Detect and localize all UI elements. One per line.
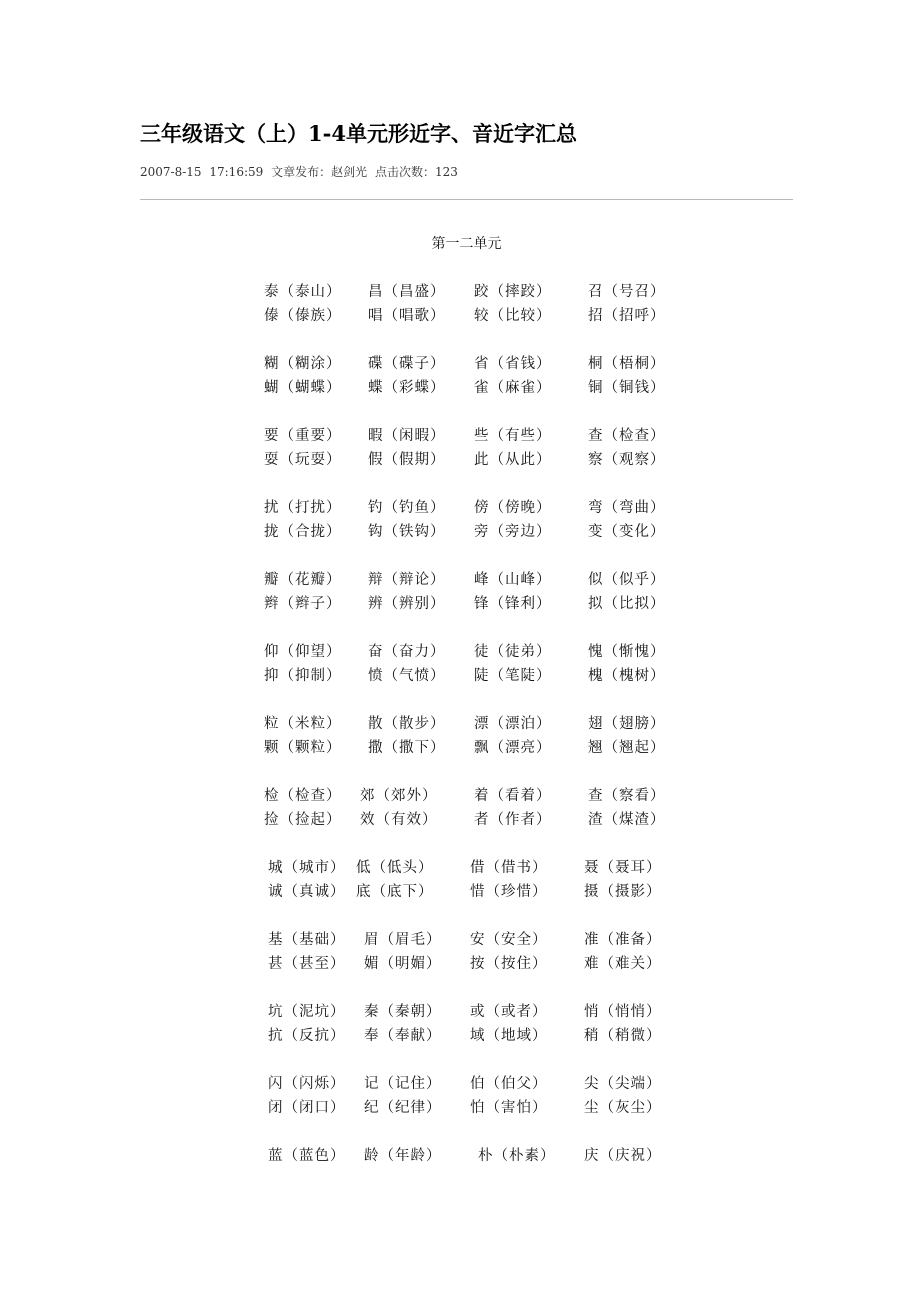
- word-row: [0, 1072, 920, 1096]
- word-group: [0, 712, 920, 784]
- word-entry: 准（准备）: [584, 932, 662, 948]
- word-entry: 瓣（花瓣）: [264, 572, 342, 588]
- word-row: [0, 1144, 920, 1168]
- word-entry: 查（检查）: [588, 428, 666, 444]
- word-entry: 钩（铁钩）: [368, 524, 446, 540]
- word-entry: 闭（闭口）: [268, 1100, 346, 1116]
- word-row: [0, 424, 920, 448]
- word-row: [0, 808, 920, 832]
- word-group: [0, 1000, 920, 1072]
- word-entry: 抗（反抗）: [268, 1028, 346, 1044]
- word-pair-list: [0, 280, 920, 1216]
- word-entry: 摄（摄影）: [584, 884, 662, 900]
- word-entry: 者（作者）: [474, 812, 552, 828]
- word-entry: 蓝（蓝色）: [268, 1148, 346, 1164]
- word-entry: 借（借书）: [470, 860, 548, 876]
- word-row: [0, 376, 920, 400]
- word-entry: 跤（摔跤）: [474, 284, 552, 300]
- word-group: [0, 784, 920, 856]
- word-entry: 诚（真诚）: [268, 884, 346, 900]
- word-entry: 捡（捡起）: [264, 812, 342, 828]
- word-row: [0, 520, 920, 544]
- word-row: [0, 1096, 920, 1120]
- word-entry: 此（从此）: [474, 452, 552, 468]
- word-entry: 变（变化）: [588, 524, 666, 540]
- word-entry: 招（招呼）: [588, 308, 666, 324]
- word-entry: 渣（煤渣）: [588, 812, 666, 828]
- word-entry: 察（观察）: [588, 452, 666, 468]
- word-entry: 愤（气愤）: [368, 668, 446, 684]
- word-entry: 着（看着）: [474, 788, 552, 804]
- word-entry: 记（记住）: [364, 1076, 442, 1092]
- word-entry: 暇（闲暇）: [368, 428, 446, 444]
- word-entry: 钓（钓鱼）: [368, 500, 446, 516]
- word-entry: 仰（仰望）: [264, 644, 342, 660]
- word-entry: 翘（翘起）: [588, 740, 666, 756]
- word-entry: 散（散步）: [368, 716, 446, 732]
- word-entry: 省（省钱）: [474, 356, 552, 372]
- word-entry: 拢（合拢）: [264, 524, 342, 540]
- word-entry: 聂（聂耳）: [584, 860, 662, 876]
- word-entry: 域（地域）: [470, 1028, 548, 1044]
- word-entry: 耍（玩耍）: [264, 452, 342, 468]
- word-row: [0, 856, 920, 880]
- article-meta: [140, 163, 458, 180]
- word-entry: 昌（昌盛）: [368, 284, 446, 300]
- word-row: [0, 1000, 920, 1024]
- word-entry: 蝴（蝴蝶）: [264, 380, 342, 396]
- word-entry: 甚（甚至）: [268, 956, 346, 972]
- word-entry: 槐（槐树）: [588, 668, 666, 684]
- word-entry: 傣（傣族）: [264, 308, 342, 324]
- word-row: [0, 568, 920, 592]
- word-row: [0, 352, 920, 376]
- word-entry: 粒（米粒）: [264, 716, 342, 732]
- word-entry: 似（似乎）: [588, 572, 666, 588]
- word-entry: 峰（山峰）: [474, 572, 552, 588]
- word-entry: 基（基础）: [268, 932, 346, 948]
- word-row: [0, 640, 920, 664]
- word-entry: 眉（眉毛）: [364, 932, 442, 948]
- word-row: [0, 280, 920, 304]
- word-entry: 辨（辨别）: [368, 596, 446, 612]
- word-entry: 拟（比拟）: [588, 596, 666, 612]
- word-group: [0, 1072, 920, 1144]
- word-entry: 桐（梧桐）: [588, 356, 666, 372]
- word-entry: 要（重要）: [264, 428, 342, 444]
- word-entry: 按（按住）: [470, 956, 548, 972]
- word-entry: 陡（笔陡）: [474, 668, 552, 684]
- word-row: [0, 664, 920, 688]
- word-group: [0, 496, 920, 568]
- word-entry: 奉（奉献）: [364, 1028, 442, 1044]
- word-group: [0, 280, 920, 352]
- word-group: [0, 856, 920, 928]
- word-row: [0, 712, 920, 736]
- word-row: [0, 880, 920, 904]
- word-entry: 龄（年龄）: [364, 1148, 442, 1164]
- word-entry: 召（号召）: [588, 284, 666, 300]
- hit-count: 点击次数：123: [374, 165, 458, 179]
- word-row: [0, 1024, 920, 1048]
- word-row: [0, 304, 920, 328]
- word-entry: 惜（珍惜）: [470, 884, 548, 900]
- word-entry: 抑（抑制）: [264, 668, 342, 684]
- word-entry: 怕（害怕）: [470, 1100, 548, 1116]
- word-entry: 些（有些）: [474, 428, 552, 444]
- word-entry: 糊（糊涂）: [264, 356, 342, 372]
- word-group: [0, 352, 920, 424]
- word-entry: 或（或者）: [470, 1004, 548, 1020]
- word-entry: 秦（秦朝）: [364, 1004, 442, 1020]
- word-entry: 坑（泥坑）: [268, 1004, 346, 1020]
- word-entry: 碟（碟子）: [368, 356, 446, 372]
- word-entry: 旁（旁边）: [474, 524, 552, 540]
- word-entry: 难（难关）: [584, 956, 662, 972]
- word-entry: 郊（郊外）: [360, 788, 438, 804]
- word-entry: 颗（颗粒）: [264, 740, 342, 756]
- word-entry: 朴（朴素）: [478, 1148, 556, 1164]
- word-entry: 弯（弯曲）: [588, 500, 666, 516]
- word-entry: 伯（伯父）: [470, 1076, 548, 1092]
- word-row: [0, 952, 920, 976]
- word-entry: 查（察看）: [588, 788, 666, 804]
- word-entry: 庆（庆祝）: [584, 1148, 662, 1164]
- article-title: 三年级语文（上）1-4单元形近字、音近字汇总: [140, 121, 577, 146]
- word-entry: 城（城市）: [268, 860, 346, 876]
- word-entry: 尘（灰尘）: [584, 1100, 662, 1116]
- word-row: [0, 928, 920, 952]
- word-group: [0, 568, 920, 640]
- word-entry: 傍（傍晚）: [474, 500, 552, 516]
- word-group: [0, 640, 920, 712]
- word-group: [0, 424, 920, 496]
- word-entry: 唱（唱歌）: [368, 308, 446, 324]
- word-row: [0, 448, 920, 472]
- word-entry: 低（低头）: [356, 860, 434, 876]
- word-entry: 雀（麻雀）: [474, 380, 552, 396]
- word-group: [0, 928, 920, 1000]
- section-title: 第一二单元: [431, 236, 502, 252]
- word-entry: 效（有效）: [360, 812, 438, 828]
- word-entry: 假（假期）: [368, 452, 446, 468]
- word-entry: 翅（翅膀）: [588, 716, 666, 732]
- word-row: [0, 736, 920, 760]
- word-entry: 悄（悄悄）: [584, 1004, 662, 1020]
- word-entry: 飘（漂亮）: [474, 740, 552, 756]
- word-entry: 尖（尖端）: [584, 1076, 662, 1092]
- word-row: [0, 592, 920, 616]
- word-entry: 辩（辩论）: [368, 572, 446, 588]
- word-entry: 撒（撒下）: [368, 740, 446, 756]
- word-entry: 较（比较）: [474, 308, 552, 324]
- word-entry: 漂（漂泊）: [474, 716, 552, 732]
- word-row: [0, 784, 920, 808]
- word-entry: 锋（锋利）: [474, 596, 552, 612]
- word-group: [0, 1144, 920, 1216]
- word-entry: 蝶（彩蝶）: [368, 380, 446, 396]
- word-entry: 安（安全）: [470, 932, 548, 948]
- word-entry: 纪（纪律）: [364, 1100, 442, 1116]
- word-row: [0, 496, 920, 520]
- word-entry: 底（底下）: [356, 884, 434, 900]
- publisher: 文章发布：赵剑光: [271, 165, 368, 179]
- word-entry: 愧（惭愧）: [588, 644, 666, 660]
- word-entry: 检（检查）: [264, 788, 342, 804]
- word-entry: 闪（闪烁）: [268, 1076, 346, 1092]
- word-entry: 媚（明媚）: [364, 956, 442, 972]
- header-divider: [140, 199, 793, 200]
- word-entry: 稍（稍微）: [584, 1028, 662, 1044]
- word-entry: 扰（打扰）: [264, 500, 342, 516]
- word-entry: 辫（辫子）: [264, 596, 342, 612]
- word-entry: 徒（徒弟）: [474, 644, 552, 660]
- word-entry: 泰（泰山）: [264, 284, 342, 300]
- publish-date: 2007-8-15 17:16:59: [140, 165, 264, 179]
- word-entry: 奋（奋力）: [368, 644, 446, 660]
- word-entry: 铜（铜钱）: [588, 380, 666, 396]
